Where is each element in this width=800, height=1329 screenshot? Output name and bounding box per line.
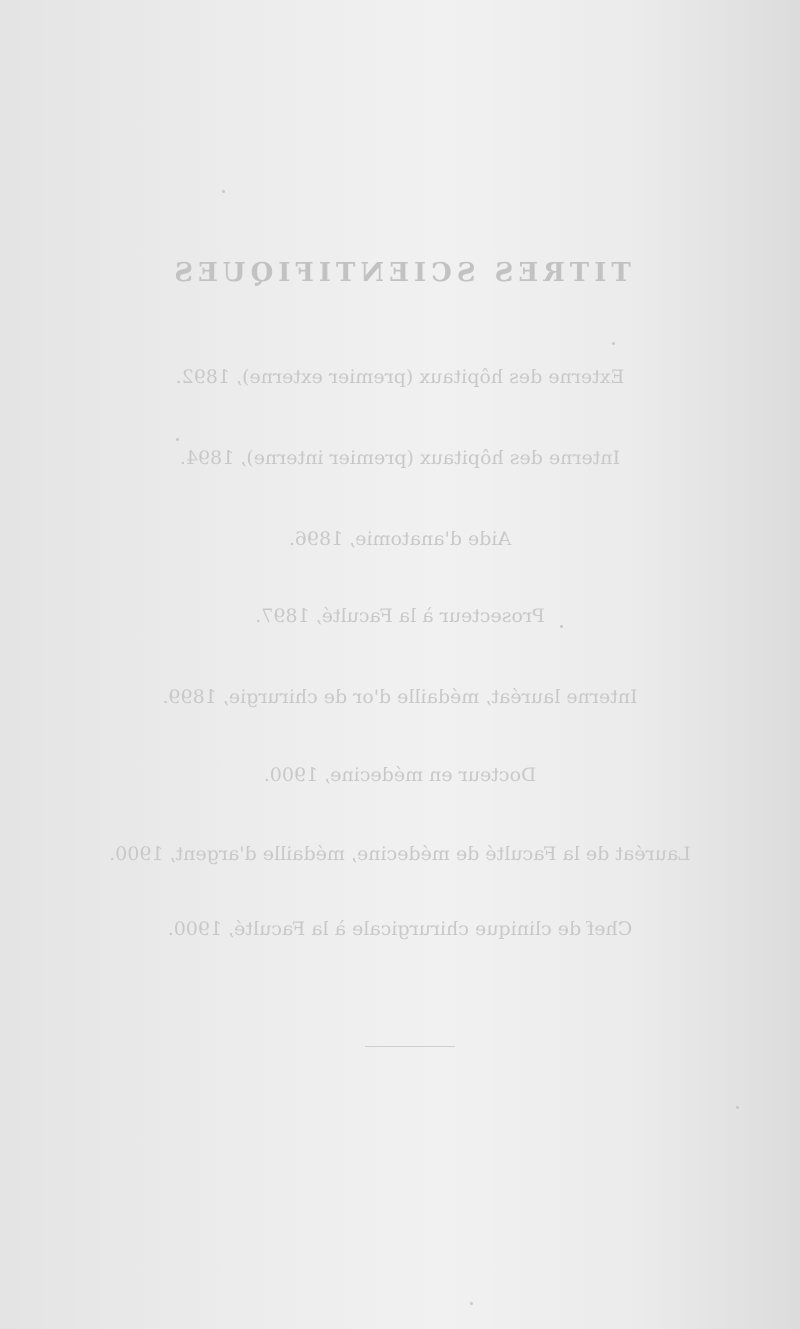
closing-rule — [365, 1046, 455, 1047]
title-entry: Externe des hôpitaux (premier externe), 1892. — [175, 366, 625, 388]
paper-speck — [222, 190, 225, 193]
title-entry: Aide d'anatomie, 1896. — [288, 528, 512, 550]
title-entry: Docteur en médecine, 1900. — [263, 764, 537, 786]
paper-speck — [470, 1302, 473, 1305]
paper-speck — [176, 438, 179, 441]
paper-speck — [612, 342, 615, 345]
title-entry: Interne des hôpitaux (premier interne), 1894. — [179, 447, 621, 469]
paper-speck — [736, 1106, 739, 1109]
paper-speck — [560, 625, 563, 628]
title-entry: Chef de clinique chirurgicale à la Faculté, 1900. — [167, 918, 633, 940]
title-entry: Prosecteur à la Faculté, 1897. — [255, 605, 545, 627]
title-entry: Lauréat de la Faculté de médecine, médaille d'argent, 1900. — [109, 843, 691, 865]
page-title: TITRES SCIENTIFIQUES — [169, 258, 631, 288]
title-entry: Interne lauréat, médaille d'or de chirurgie, 1899. — [162, 686, 638, 708]
